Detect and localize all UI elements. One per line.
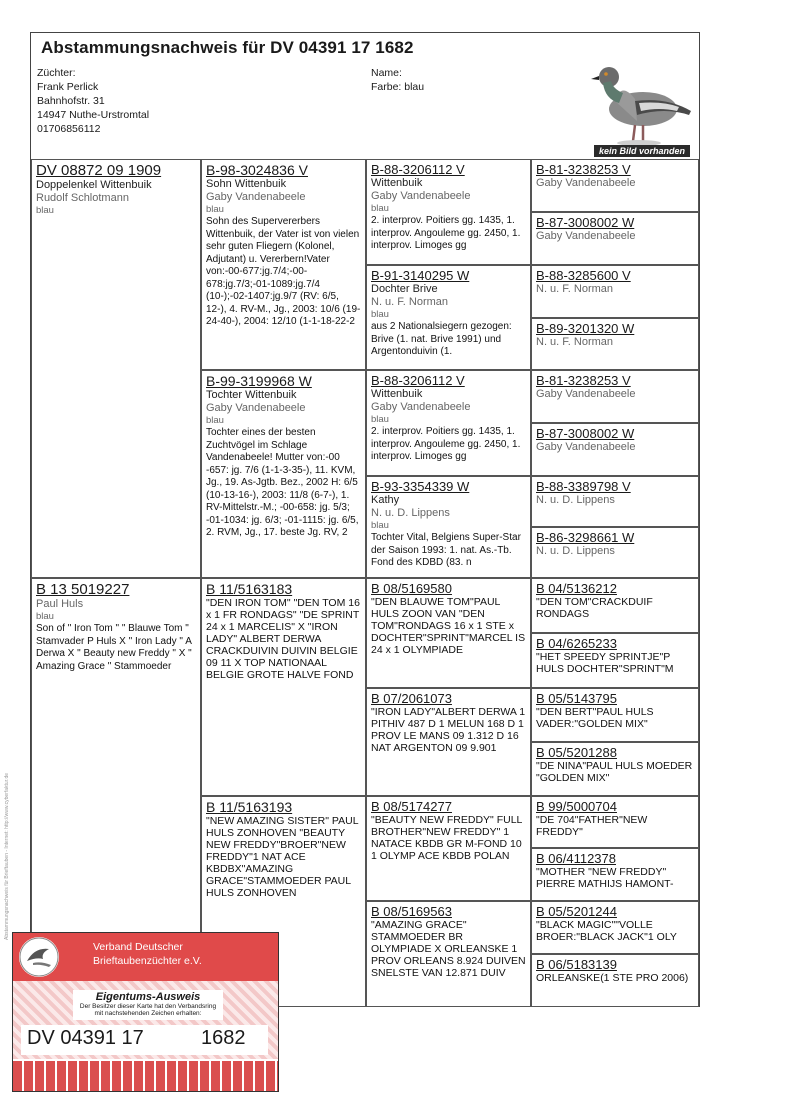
pigeon-notes: Sohn des Supervererbers Wittenbuik, der Vater ist von vielen sehr guten Fliegern (Kolonel, Adjutant) u. Vererbern!Vater von:-00-677:jg.7/4;-00-678:jg.7/3;-01-1089:jg.7/4 (10-);-02-1407:jg.9/7 (RV: 6/5, 12-), 4. RV-M., Jg., 2003: 10/6 (19-24-40-), 2004: 12/10 (1-1-18-22-2 — [206, 216, 361, 327]
breeder-street: Bahnhofstr. 31 — [37, 95, 105, 107]
fmf-cell — [366, 370, 531, 476]
ring-number: B-91-3140295 W — [371, 268, 470, 283]
ring-number: DV 08872 09 1909 — [36, 162, 162, 179]
ring-number: B-88-3206112 V — [371, 373, 465, 388]
pigeon-notes: Tochter eines der besten Zuchtvögel im Schlage Vandenabeele! Mutter von:-00 -657: jg. 7/6 (1-1-3-35-), 11. KVM, Jg., 19. As-Jgtb. Bez., 2002 H: 6/5 (10-13-16-), 2003: 11/8 (6-7-), 1. RV-Mittelstr.-M.; -00-658: jg. 5/3; -01-1034: jg. 6/3; -01-1115: jg. 6/5, 2. RVM, Jg., 17. beste Jg. RV, 2 — [206, 427, 359, 538]
ring-number: B-88-3389798 V — [536, 479, 631, 494]
pigeon-color: blau — [206, 415, 224, 426]
ring-number: B-88-3285600 V — [536, 268, 631, 283]
ring-number: B 04/6265233 — [536, 636, 617, 651]
pigeon-info — [371, 66, 424, 94]
breeder-name: Paul Huls — [36, 598, 84, 610]
g7-cell — [531, 476, 699, 527]
pigeon-notes: "DE NINA"PAUL HULS MOEDER "GOLDEN MIX" — [536, 760, 693, 784]
mff-cell — [366, 578, 531, 688]
g10-cell — [531, 633, 699, 688]
ring-number: B 06/4112378 — [536, 851, 616, 866]
ff-cell — [201, 159, 366, 370]
card-ring-part2: 1682 — [201, 1027, 246, 1049]
ring-number: B-87-3008002 W — [536, 215, 635, 230]
breeder-name: Gaby Vandenabeele — [536, 441, 636, 453]
card-title: Eigentums-Ausweis — [95, 991, 201, 1003]
g14-cell — [531, 848, 699, 901]
mfm-cell — [366, 688, 531, 796]
card-ring-part1: DV 04391 17 — [27, 1027, 144, 1049]
org-name-line1: Verband Deutscher — [93, 941, 183, 953]
pigeon-notes: "HET SPEEDY SPRINTJE"P HULS DOCHTER"SPRINT"M — [536, 651, 674, 675]
pigeon-icon — [579, 41, 699, 157]
pigeon-name: Sohn Wittenbuik — [206, 178, 287, 190]
pigeon-color: blau — [36, 611, 54, 622]
pigeon-notes: "BLACK MAGIC""VOLLE BROER:"BLACK JACK"1 OLY — [536, 919, 677, 943]
pigeon-name: Dochter Brive — [371, 283, 438, 295]
pigeon-notes: "DE 704"FATHER"NEW FREDDY" — [536, 814, 648, 838]
card-subtitle-line1: Der Besitzer dieser Karte hat den Verbandsring — [79, 1003, 217, 1010]
pigeon-notes: "IRON LADY"ALBERT DERWA 1 PITHIV 487 D 1 MELUN 168 D 1 PROV LE MANS 09 1.312 D 16 NAT ARGENTON 09 9.901 — [371, 706, 526, 754]
pigeon-notes: 2. interprov. Poitiers gg. 1435, 1. interprov. Angouleme gg. 2450, 1. interprov. Limoges gg — [371, 426, 521, 462]
ownership-card — [12, 932, 279, 1092]
ring-number: B 08/5174277 — [371, 799, 452, 814]
ring-number: B 07/2061073 — [371, 691, 452, 706]
breeder-city: 14947 Nuthe-Urstromtal — [37, 109, 150, 121]
ring-number: B-93-3354339 W — [371, 479, 470, 494]
pigeon-color: blau — [36, 205, 54, 216]
pigeon-notes: "DEN IRON TOM" "DEN TOM 16 x 1 FR RONDAGS" "DE SPRINT 24 x 1 MARCELIS" X "IRON LADY" ALBERT DERWA CRACKDUIVIN DUIVIN BELGIE 09 11 X TOP NATIONAAL BELGIE GROTE HALVE FOND — [206, 597, 360, 681]
ring-number: B 08/5169563 — [371, 904, 452, 919]
breeder-name: Gaby Vandenabeele — [536, 230, 636, 242]
breeder-name: Gaby Vandenabeele — [371, 401, 471, 413]
dove-logo-icon — [19, 937, 59, 977]
pigeon-color: blau — [371, 520, 389, 531]
mf-cell — [201, 578, 366, 796]
pedigree-sheet — [30, 32, 700, 1007]
fm-cell — [201, 370, 366, 578]
pigeon-name: Wittenbuik — [371, 388, 423, 400]
pigeon-notes: "NEW AMAZING SISTER" PAUL HULS ZONHOVEN "BEAUTY NEW FREDDY"BROER"NEW FREDDY"1 NAT ACE KBDBX"AMAZING GRACE"STAMMOEDER PAUL HULS ZONHOVEN — [206, 815, 359, 899]
g13-cell — [531, 796, 699, 848]
g1-cell — [531, 159, 699, 212]
pigeon-notes: aus 2 Nationalsiegern gezogen: Brive (1. nat. Brive 1991) und Argentonduivin (1. — [371, 321, 512, 357]
pigeon-name: Doppelenkel Wittenbuik — [36, 179, 152, 191]
breeder-name: Gaby Vandenabeele — [536, 388, 636, 400]
ring-number: B-87-3008002 W — [536, 426, 635, 441]
breeder-name: N. u. F. Norman — [371, 296, 449, 308]
no-picture-label: kein Bild vorhanden — [594, 145, 690, 157]
g6-cell — [531, 423, 699, 476]
ffm-cell — [366, 265, 531, 370]
sidebar-website-text: Abstammungsnachweis für Brieftauben - Internet: http://www.cyberfaktur.de — [4, 772, 10, 940]
g4-cell — [531, 318, 699, 370]
pigeon-notes: "BEAUTY NEW FREDDY" FULL BROTHER"NEW FREDDY" 1 NATACE KBDB GR M-FOND 10 1 OLYMP ACE KBDB POLAN — [371, 814, 522, 862]
ring-number: B-88-3206112 V — [371, 162, 465, 177]
ring-number: B 05/5201244 — [536, 904, 617, 919]
breeder-label: Züchter: — [37, 67, 76, 79]
g9-cell — [531, 578, 699, 633]
breeder-name: Gaby Vandenabeele — [206, 191, 306, 203]
ring-number: B-89-3201320 W — [536, 321, 635, 336]
card-footer-pattern — [13, 1061, 278, 1091]
ring-number: B 05/5143795 — [536, 691, 617, 706]
color-label: Farbe: blau — [371, 81, 425, 93]
org-name-line2: Brieftaubenzüchter e.V. — [93, 955, 202, 967]
breeder-name: N. u. D. Lippens — [536, 494, 615, 506]
ring-number: B 06/5183139 — [536, 957, 617, 972]
breeder-name: N. u. D. Lippens — [371, 507, 450, 519]
name-label: Name: — [371, 67, 402, 79]
pigeon-notes: Son of " Iron Tom " " Blauwe Tom " Stamvader P Huls X " Iron Lady " A Derwa X " Beauty new Freddy " X " Amazing Grace " Stammoeder — [36, 623, 192, 672]
ring-number: B 13 5019227 — [36, 581, 130, 598]
ring-number: B 11/5163193 — [206, 799, 293, 815]
pigeon-color: blau — [371, 414, 389, 425]
breeder-phone: 01706856112 — [37, 123, 101, 135]
card-title-box — [73, 990, 223, 1020]
g15-cell — [531, 901, 699, 954]
pigeon-name: Tochter Wittenbuik — [206, 389, 297, 401]
pigeon-color: blau — [371, 309, 389, 320]
mmm-cell — [366, 901, 531, 1007]
breeder-name: Gaby Vandenabeele — [206, 402, 306, 414]
father-cell — [31, 159, 201, 578]
breeder-name: N. u. F. Norman — [536, 336, 614, 348]
pigeon-name: Kathy — [371, 494, 400, 506]
breeder-name: Rudolf Schlotmann — [36, 192, 129, 204]
ring-number: B-86-3298661 W — [536, 530, 635, 545]
g11-cell — [531, 688, 699, 742]
ring-number: B 05/5201288 — [536, 745, 617, 760]
breeder-name: Gaby Vandenabeele — [371, 190, 471, 202]
ring-number: B-99-3199968 W — [206, 373, 312, 389]
g5-cell — [531, 370, 699, 423]
ring-number: B 99/5000704 — [536, 799, 617, 814]
pigeon-notes: Tochter Vital, Belgiens Super-Star der Saison 1993: 1. nat. As.-Tb. Fond des KDBD (83. n — [371, 532, 521, 568]
pigeon-name: Wittenbuik — [371, 177, 423, 189]
fff-cell — [366, 159, 531, 265]
pigeon-color: blau — [371, 203, 389, 214]
g16-cell — [531, 954, 699, 1007]
ring-number: B 04/5136212 — [536, 581, 617, 596]
mmf-cell — [366, 796, 531, 901]
ring-number: B 11/5163183 — [206, 581, 293, 597]
card-header — [13, 933, 278, 981]
g2-cell — [531, 212, 699, 265]
breeder-name: Gaby Vandenabeele — [536, 177, 636, 189]
breeder-name: N. u. D. Lippens — [536, 545, 615, 557]
pigeon-color: blau — [206, 204, 224, 215]
ring-number: B-81-3238253 V — [536, 162, 631, 177]
pigeon-notes: "DEN BLAUWE TOM"PAUL HULS ZOON VAN "DEN TOM"RONDAGS 16 x 1 STE x DOCHTER"SPRINT"MARCEL IS 24 x 1 OLYMPIADE — [371, 596, 526, 656]
pigeon-notes: 2. interprov. Poitiers gg. 1435, 1. interprov. Angouleme gg. 2450, 1. interprov. Limoges gg — [371, 215, 521, 251]
breeder-name: N. u. F. Norman — [536, 283, 614, 295]
g12-cell — [531, 742, 699, 796]
card-subtitle-line2: mit nachstehenden Zeichen erhalten: — [94, 1010, 202, 1017]
g8-cell — [531, 527, 699, 578]
header — [31, 33, 699, 160]
ring-number: B-81-3238253 V — [536, 373, 631, 388]
page-title: Abstammungsnachweis für DV 04391 17 1682 — [41, 38, 414, 57]
ring-number: B 08/5169580 — [371, 581, 452, 596]
pigeon-notes: "MOTHER "NEW FREDDY" PIERRE MATHIJS HAMONT- — [536, 866, 674, 890]
breeder-name: Frank Perlick — [37, 81, 99, 93]
pigeon-notes: "DEN BERT"PAUL HULS VADER:"GOLDEN MIX" — [536, 706, 654, 730]
ring-number: B-98-3024836 V — [206, 162, 308, 178]
card-ring-box — [21, 1025, 268, 1055]
breeder-info — [37, 66, 149, 136]
pigeon-notes: ORLEANSKE(1 STE PRO 2006) — [536, 972, 689, 984]
fmm-cell — [366, 476, 531, 578]
pigeon-notes: "DEN TOM"CRACKDUIF RONDAGS — [536, 596, 653, 620]
pigeon-notes: "AMAZING GRACE" STAMMOEDER BR OLYMPIADE X ORLEANSKE 1 PROV ORLEANS 8.924 DUIVEN SNELSTE VAN 12.871 DUIV — [371, 919, 526, 979]
g3-cell — [531, 265, 699, 318]
